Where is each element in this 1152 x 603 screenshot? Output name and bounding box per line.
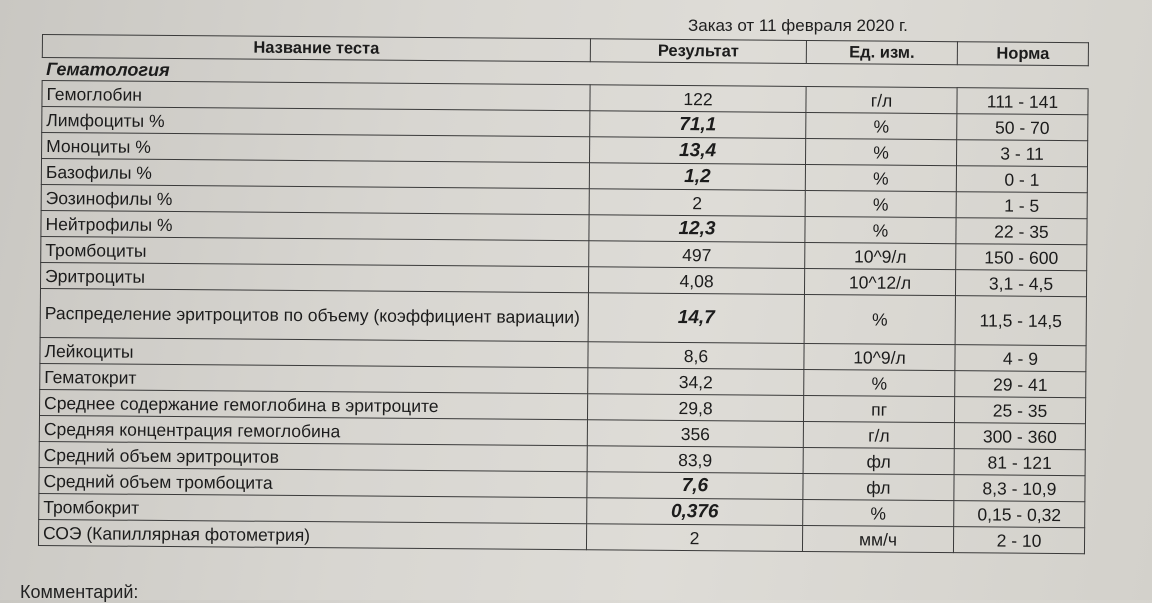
result-cell: 71,1 [590,111,806,139]
unit-cell: пг [803,395,954,422]
norm-cell: 2 - 10 [953,527,1084,554]
test-name-cell: Тромбоциты [41,236,589,266]
norm-cell: 111 - 141 [957,88,1088,115]
unit-cell: % [806,113,957,140]
test-name-cell: Гемоглобин [42,81,590,111]
norm-cell: 0,15 - 0,32 [954,501,1085,528]
result-cell: 83,9 [587,446,803,474]
test-name-cell: Нейтрофилы % [41,210,589,240]
norm-cell: 150 - 600 [956,244,1087,271]
unit-cell: 10^9/л [805,242,956,269]
norm-cell: 8,3 - 10,9 [954,475,1085,502]
test-name-cell: Лимфоциты % [42,107,590,137]
result-cell: 497 [589,241,805,269]
col-header-norm: Норма [957,42,1088,66]
result-cell: 12,3 [589,215,805,243]
norm-cell: 50 - 70 [957,114,1088,141]
norm-cell: 300 - 360 [954,423,1085,450]
test-name-cell: Базофилы % [41,159,589,189]
result-cell: 122 [590,85,806,113]
col-header-unit: Ед. изм. [806,41,957,65]
result-cell: 356 [587,420,803,448]
unit-cell: 10^12/л [804,268,955,295]
unit-cell: % [804,369,955,396]
test-name-cell: Среднее содержание гемоглобина в эритроците [40,389,588,419]
result-cell: 13,4 [590,137,806,165]
test-name-cell: Средний объем тромбоцита [39,467,587,497]
result-cell: 4,08 [588,267,804,295]
col-header-test-name: Название теста [42,35,590,62]
norm-cell: 25 - 35 [954,397,1085,424]
norm-cell: 29 - 41 [955,371,1086,398]
norm-cell: 81 - 121 [954,449,1085,476]
result-cell: 29,8 [587,394,803,422]
unit-cell: % [805,165,956,192]
test-name-cell: Моноциты % [42,133,590,163]
unit-cell: % [804,294,955,344]
test-name-cell: Распределение эритроцитов по объему (коэффициент вариации) [40,288,588,341]
result-cell: 2 [586,524,802,552]
norm-cell: 0 - 1 [956,166,1087,193]
result-cell: 8,6 [588,342,804,370]
test-name-cell: Тромбокрит [39,493,587,523]
unit-cell: фл [803,473,954,500]
unit-cell: % [805,190,956,217]
test-name-cell: Средняя концентрация гемоглобина [39,415,587,445]
unit-cell: % [803,499,954,526]
results-table [38,34,1089,554]
norm-cell: 3 - 11 [956,140,1087,167]
unit-cell: фл [803,447,954,474]
section-title: Гематология [42,58,1088,89]
result-cell: 0,376 [587,498,803,526]
unit-cell: 10^9/л [804,343,955,370]
unit-cell: мм/ч [802,525,953,552]
norm-cell: 4 - 9 [955,345,1086,372]
unit-cell: г/л [803,421,954,448]
result-cell: 7,6 [587,472,803,500]
test-name-cell: Эритроциты [41,262,589,292]
comment-label: Комментарий: [20,582,139,602]
norm-cell: 3,1 - 4,5 [955,270,1086,297]
unit-cell: % [805,216,956,243]
order-date: Заказ от 11 февраля 2020 г. [688,16,908,35]
test-name-cell: СОЭ (Капиллярная фотометрия) [38,519,586,549]
result-cell: 34,2 [588,368,804,396]
norm-cell: 1 - 5 [956,192,1087,219]
test-name-cell: Средний объем эритроцитов [39,441,587,471]
test-name-cell: Лейкоциты [40,337,588,367]
col-header-result: Результат [590,39,806,64]
result-cell: 1,2 [589,163,805,191]
norm-cell: 22 - 35 [956,218,1087,245]
result-cell: 2 [589,189,805,217]
unit-cell: г/л [806,87,957,114]
test-name-cell: Гематокрит [40,363,588,393]
result-cell: 14,7 [588,293,804,344]
test-name-cell: Эозинофилы % [41,184,589,214]
norm-cell: 11,5 - 14,5 [955,296,1086,346]
table-row [40,288,1086,345]
unit-cell: % [805,139,956,166]
